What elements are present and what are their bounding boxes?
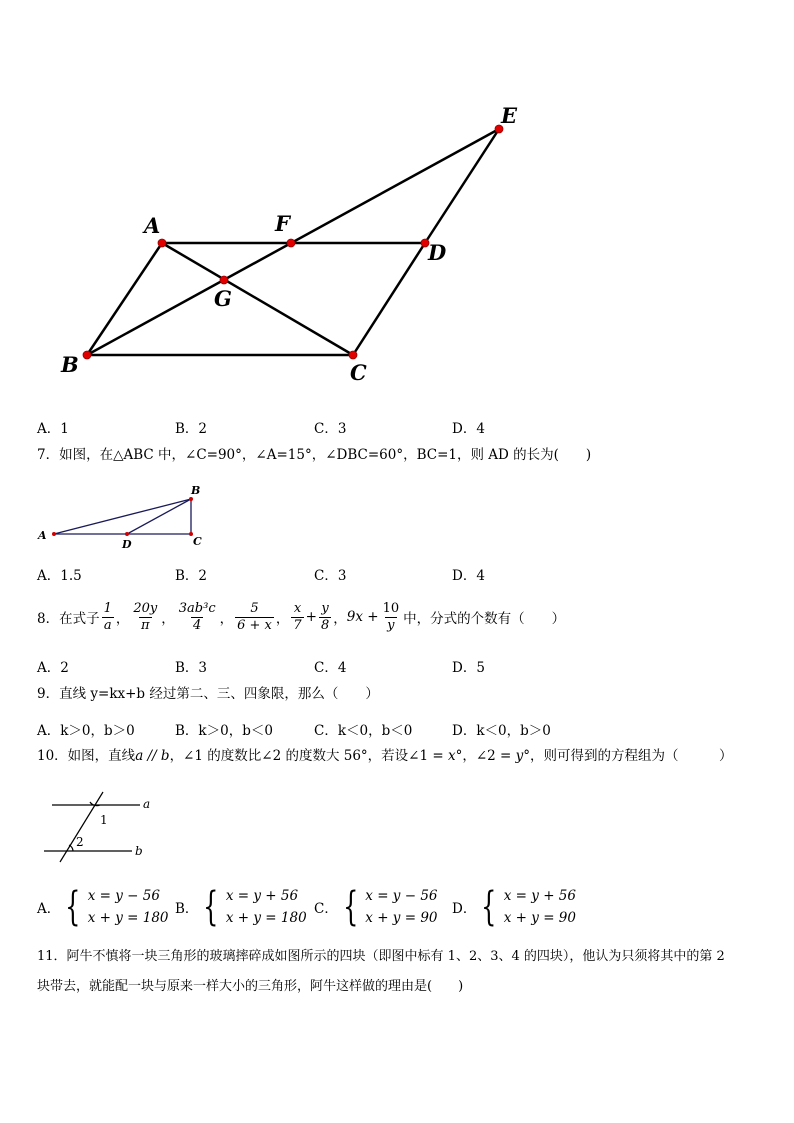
q8-option-a[interactable]: A．2 xyxy=(37,660,69,676)
q9-option-b[interactable]: B．k＞0，b＜0 xyxy=(175,723,273,739)
label-a: a xyxy=(143,797,151,811)
point-A xyxy=(52,532,56,536)
label-A: A xyxy=(144,213,161,238)
q10-option-b[interactable]: B． { x = y + 56 x + y = 180 xyxy=(175,884,307,930)
point-B xyxy=(83,351,91,359)
q9-option-a[interactable]: A．k＞0，b＞0 xyxy=(37,723,135,739)
q11-stem-line-2: 块带去，就能配一块与原来一样大小的三角形，阿牛这样做的理由是( ) xyxy=(37,979,464,994)
q8-fraction-1: $\frac{1}{a}$ xyxy=(103,600,112,633)
segment-AB xyxy=(54,499,191,534)
label-angle-1: 1 xyxy=(100,813,108,827)
label-D: D xyxy=(428,240,447,265)
q8-fraction-3: $\frac{\text{3ab³c}}{4}$ xyxy=(178,600,216,633)
q8-option-c[interactable]: C．4 xyxy=(314,660,347,676)
q8-expr-6-prefix: 9x + xyxy=(346,609,379,625)
label-D: D xyxy=(122,538,132,551)
q8-fraction-4: $\frac{5}{6 + x}$ xyxy=(237,600,272,633)
point-C xyxy=(349,351,357,359)
q6-option-b[interactable]: B．2 xyxy=(175,421,208,437)
q8-fraction-2: $\frac{20y}{\pi}$ xyxy=(133,600,158,633)
q7-stem: 7．如图，在△ABC 中，∠C=90°，∠A=15°，∠DBC=60°，BC=1，则 AD 的长为( ) xyxy=(37,447,592,463)
label-G: G xyxy=(214,286,232,311)
q8-prefix: 8．在式子 xyxy=(37,611,100,627)
q8-fraction-5b: $\frac{y}{8}$ xyxy=(320,600,330,633)
label-C: C xyxy=(350,360,367,385)
q8-suffix: 中，分式的个数有（ ） xyxy=(403,611,566,627)
q8-option-d[interactable]: D．5 xyxy=(452,660,485,676)
label-B: B xyxy=(191,484,201,497)
q7-option-c[interactable]: C．3 xyxy=(314,568,347,584)
segment-DC xyxy=(353,243,425,355)
q10-option-d[interactable]: D． { x = y + 56 x + y = 90 xyxy=(452,884,576,930)
q10-figure xyxy=(40,790,170,865)
q8-stem: 8．在式子 $\frac{1}{a}$ ， $\frac{20y}{\pi}$ ， $\frac{\text{3ab³c}}{4}$ ， $\frac{5}{6 + x}$ ， $\frac{x}{7}$ + $\frac{y}{8}$ ， 9x + $\frac{10}{y}$ 中，分式的个数有（ ） xyxy=(37,600,566,633)
point-G xyxy=(220,276,228,284)
label-C: C xyxy=(193,535,202,548)
q11-stem-line-1: 11．阿牛不慎将一块三角形的玻璃摔碎成如图所示的四块（即图中标有 1、2、3、4 的四块），他认为只须将其中的第 2 xyxy=(37,949,725,964)
q10-stem: 10．如图，直线a // b，∠1 的度数比∠2 的度数大 56°，若设∠1 = x°，∠2 = y°，则可得到的方程组为（ ） xyxy=(37,748,733,764)
point-A xyxy=(158,239,166,247)
segment-DE xyxy=(425,129,499,243)
label-B: B xyxy=(61,352,79,377)
q8-fraction-6: $\frac{10}{y}$ xyxy=(382,600,400,633)
q7-option-d[interactable]: D．4 xyxy=(452,568,485,584)
q10-option-a[interactable]: A． { x = y − 56 x + y = 180 xyxy=(37,884,169,930)
point-F xyxy=(287,239,295,247)
q7-option-b[interactable]: B．2 xyxy=(175,568,208,584)
q7-figure xyxy=(34,481,214,551)
q6-option-a[interactable]: A．1 xyxy=(37,421,69,437)
q7-option-a[interactable]: A．1.5 xyxy=(37,568,82,584)
q9-option-d[interactable]: D．k＜0，b＞0 xyxy=(452,723,551,739)
angle-2-arc xyxy=(69,845,73,851)
q8-fraction-5a: $\frac{x}{7}$ xyxy=(293,600,302,633)
q9-option-c[interactable]: C．k＜0，b＜0 xyxy=(314,723,413,739)
q10-option-c[interactable]: C． { x = y − 56 x + y = 90 xyxy=(314,884,438,930)
q9-stem: 9．直线 y=kx+b 经过第二、三、四象限，那么（ ） xyxy=(37,686,379,702)
point-B xyxy=(189,497,193,501)
label-b: b xyxy=(135,844,143,858)
label-E: E xyxy=(501,103,518,128)
segment-AB xyxy=(87,243,162,355)
q6-option-c[interactable]: C．3 xyxy=(314,421,347,437)
q6-figure xyxy=(50,100,530,390)
q8-option-b[interactable]: B．3 xyxy=(175,660,208,676)
label-F: F xyxy=(275,211,290,236)
q6-option-d[interactable]: D．4 xyxy=(452,421,485,437)
label-A: A xyxy=(38,529,47,542)
point-D xyxy=(125,532,129,536)
segment-BD xyxy=(127,499,191,534)
label-angle-2: 2 xyxy=(76,835,84,849)
